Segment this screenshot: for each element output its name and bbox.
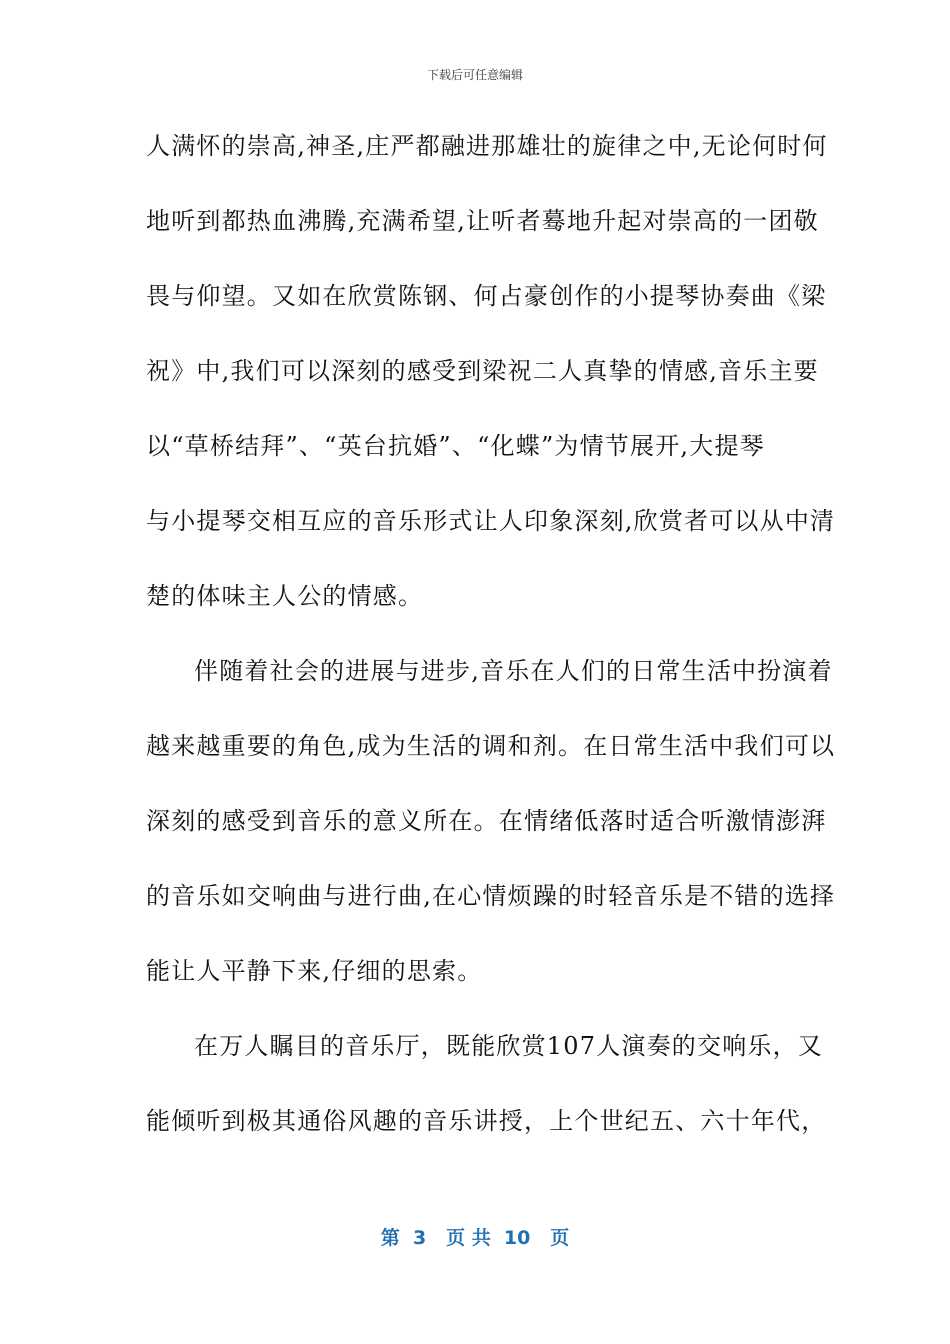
body-line: 畏与仰望。又如在欣赏陈钢、何占豪创作的小提琴协奏曲《梁 [146, 282, 827, 310]
body-line: 越来越重要的角色,成为生活的调和剂。在日常生活中我们可以 [146, 732, 836, 760]
body-line: 深刻的感受到音乐的意义所在。在情绪低落时适合听激情澎湃 [146, 807, 827, 835]
body-line: 祝》中,我们可以深刻的感受到梁祝二人真挚的情感,音乐主要 [146, 357, 819, 385]
page-header-note: 下载后可任意编辑 [426, 68, 523, 82]
body-line: 在万人瞩目的音乐厅，既能欣赏107人演奏的交响乐，又 [194, 1032, 824, 1060]
page-number-footer: 第 3 页 共 10 页 [380, 1227, 570, 1249]
body-line: 以“草桥结拜”、“英台抗婚”、“化蝶”为情节展开,大提琴 [146, 432, 765, 460]
body-line: 能让人平静下来,仔细的思索。 [146, 957, 483, 985]
body-line: 能倾听到极其通俗风趣的音乐讲授，上个世纪五、六十年代， [146, 1107, 827, 1135]
body-line: 楚的体味主人公的情感。 [146, 582, 424, 610]
body-line: 与小提琴交相互应的音乐形式让人印象深刻,欣赏者可以从中清 [146, 507, 836, 535]
body-line: 地听到都热血沸腾,充满希望,让听者蓦地升起对崇高的一团敬 [146, 207, 819, 235]
body-line: 伴随着社会的进展与进步,音乐在人们的日常生活中扮演着 [194, 657, 833, 685]
body-line: 的音乐如交响曲与进行曲,在心情烦躁的时轻音乐是不错的选择 [146, 882, 836, 910]
body-line: 人满怀的崇高,神圣,庄严都融进那雄壮的旋律之中,无论何时何 [146, 132, 828, 160]
